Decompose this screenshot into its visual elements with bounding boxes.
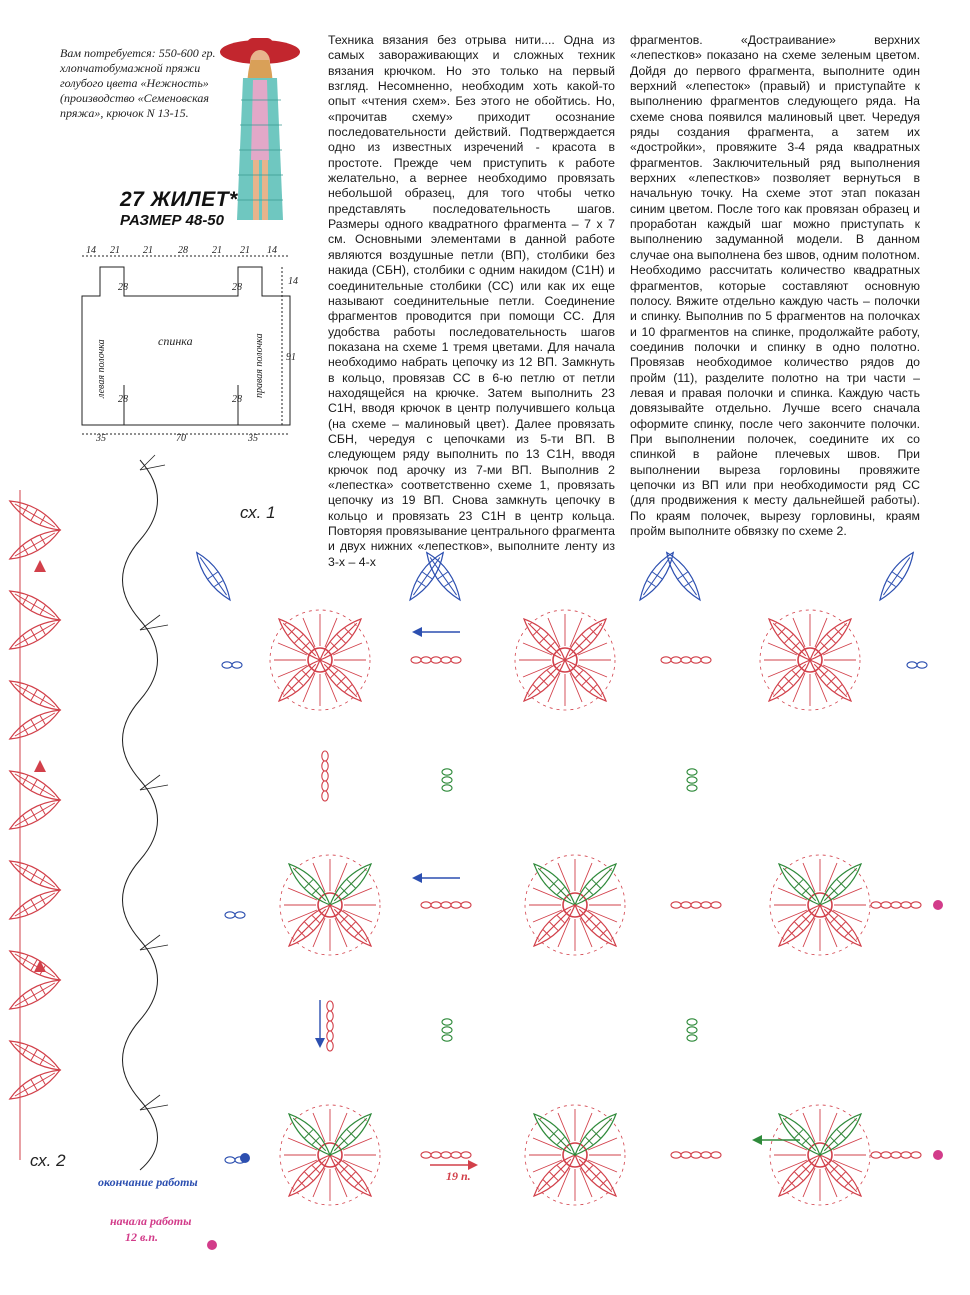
dim-inner-3: 28	[118, 394, 128, 405]
dim-right-1: 14	[288, 276, 298, 287]
dim-top-6: 21	[240, 245, 250, 256]
schematic-right-front-label: правая полочка	[254, 333, 265, 398]
end-of-work-label: окончание работы	[98, 1175, 198, 1189]
start-chain-label: 12 в.п.	[125, 1230, 159, 1244]
dim-inner-2: 28	[232, 282, 242, 293]
garment-schematic	[82, 245, 298, 444]
dim-bottom-1: 35	[96, 433, 106, 444]
materials-paragraph: Вам потребуется: 550-600 гр. хлопчатобумажной пряжи голубого цвета «Нежность» (производство «Семеновская пряжа», крючок N 13-15.	[60, 46, 216, 120]
model-title: 27 ЖИЛЕТ*	[120, 188, 238, 211]
dim-top-5: 21	[212, 245, 222, 256]
dim-inner-1: 28	[118, 282, 128, 293]
scheme-1-label: сх. 1	[240, 503, 276, 522]
dim-top-1: 14	[86, 245, 96, 256]
model-size: РАЗМЕР 48-50	[120, 212, 224, 229]
dim-top-7: 14	[267, 245, 277, 256]
scheme-2-border	[7, 455, 168, 1170]
dim-top-3: 21	[143, 245, 153, 256]
dim-top-4: 28	[178, 245, 188, 256]
schematic-left-front-label: левая полочка	[96, 339, 107, 398]
body-text-2: фрагментов. «Достраивание» верхних «лепестков» показано на схеме зеленым цветом. Дойдя до первого фрагмента, выполните один верхний «лепесток» (правый) и приступайте к выполнению фрагментов следующего ряда. На схеме снова появился малиновый цвет. Чередуя ряды создания фрагмента, а затем их «достройки», провяжите 3-4 ряда квадратных фрагментов. Заключительный ряд выполнения верхних «лепестков» позволяет вернуться в начальную точку. На схеме этот этап показан синим цветом. После того как провязан образец и проработан каждый шаг можно приступать к выполнению задуманной модели. В данном случае она выполнена без швов, одним полотном. Необходимо рассчитать количество квадратных фрагментов, которые составляют основную полосу. Вяжите отдельно каждую часть – полочки и спинку. Выполнив по 5 фрагментов на полочках и 10 фрагментов на спинке, продолжайте работу, соединив полочки и спинку в одно полотно. Провязав необходимое количество рядов до пройм (11), разделите полотно на три части – левая и правая полочки и спинка. Каждую часть довязывайте отдельно. Лучше всего сначала оформите спинку, после чего закончите полочки. При выполнении полочек, соедините их со спинкой в районе плечевых швов. При выполнении выреза горловины провяжите цепочки из ВП или при необходимости ряд СС (для продвижения к месту дальнейшей работы). По краям полочек, вырезу горловины, краям пройм выполните обвязку по схеме 2.	[630, 33, 920, 538]
dim-bottom-3: 35	[248, 433, 258, 444]
scheme-2-label: сх. 2	[30, 1151, 66, 1170]
scheme-1-grid	[191, 549, 943, 1250]
body-text-1: Техника вязания без отрыва нити.... Одна из самых завораживающих и сложных техник вязания крючком. Но это только на первый взгляд. Несомненно, необходим хоть какой-то опыт «чтения схем». Без этого не обойтись. Но, «прочитав схему» приходит осознание последовательности действий. Подтверждается одно из известных изречений - красота в простоте. Прежде чем приступить к работе желательно, а вернее необходимо провязать небольшой образец, для того чтобы четко представлять последовательность шагов. Размеры одного квадратного фрагмента – 7 х 7 см. Основными элементами в данной работе являются воздушные петли (ВП), столбики без накида (СБН), столбики с одним накидом (С1Н) и соединительные столбики (СС) или как их еще называют соединительные петли. Соединение фрагментов проводится при помощи СС. Для удобства работы последовательность шагов показана на схеме 1 тремя цветами. Для начала необходимо набрать цепочку из 12 ВП. Замкнуть в кольцо, провязав СС в 6-ю петлю от петли находящейся на крючке. Затем выполнить 23 С1Н, вводя крючок в центр получившего кольца (на схеме – малиновый цвет). Далее провязать СБН, чередуя с цепочками из 5-ти ВП. В следующем ряду выполнить по 13 С1Н, вводя крючок под арочку из 7-ми ВП. Выполнив 2 «лепестка» соответственно схеме 1, провязать цепочку из 19 ВП. Снова замкнуть цепочку в кольцо и провязать 23 С1Н в центр кольца. Повторяя провязывание центрального фрагмента и двух нижних «лепестков», выполните ленту из 3-х – 4-х	[328, 33, 615, 569]
chain-19-label: 19 п.	[446, 1169, 471, 1183]
start-of-work-label: начала работы	[110, 1214, 192, 1228]
dim-top-2: 21	[110, 245, 120, 256]
dim-bottom-2: 70	[176, 433, 186, 444]
schematic-back-label: спинка	[158, 334, 193, 348]
dim-inner-4: 28	[232, 394, 242, 405]
dim-right-2: 91	[286, 352, 296, 363]
